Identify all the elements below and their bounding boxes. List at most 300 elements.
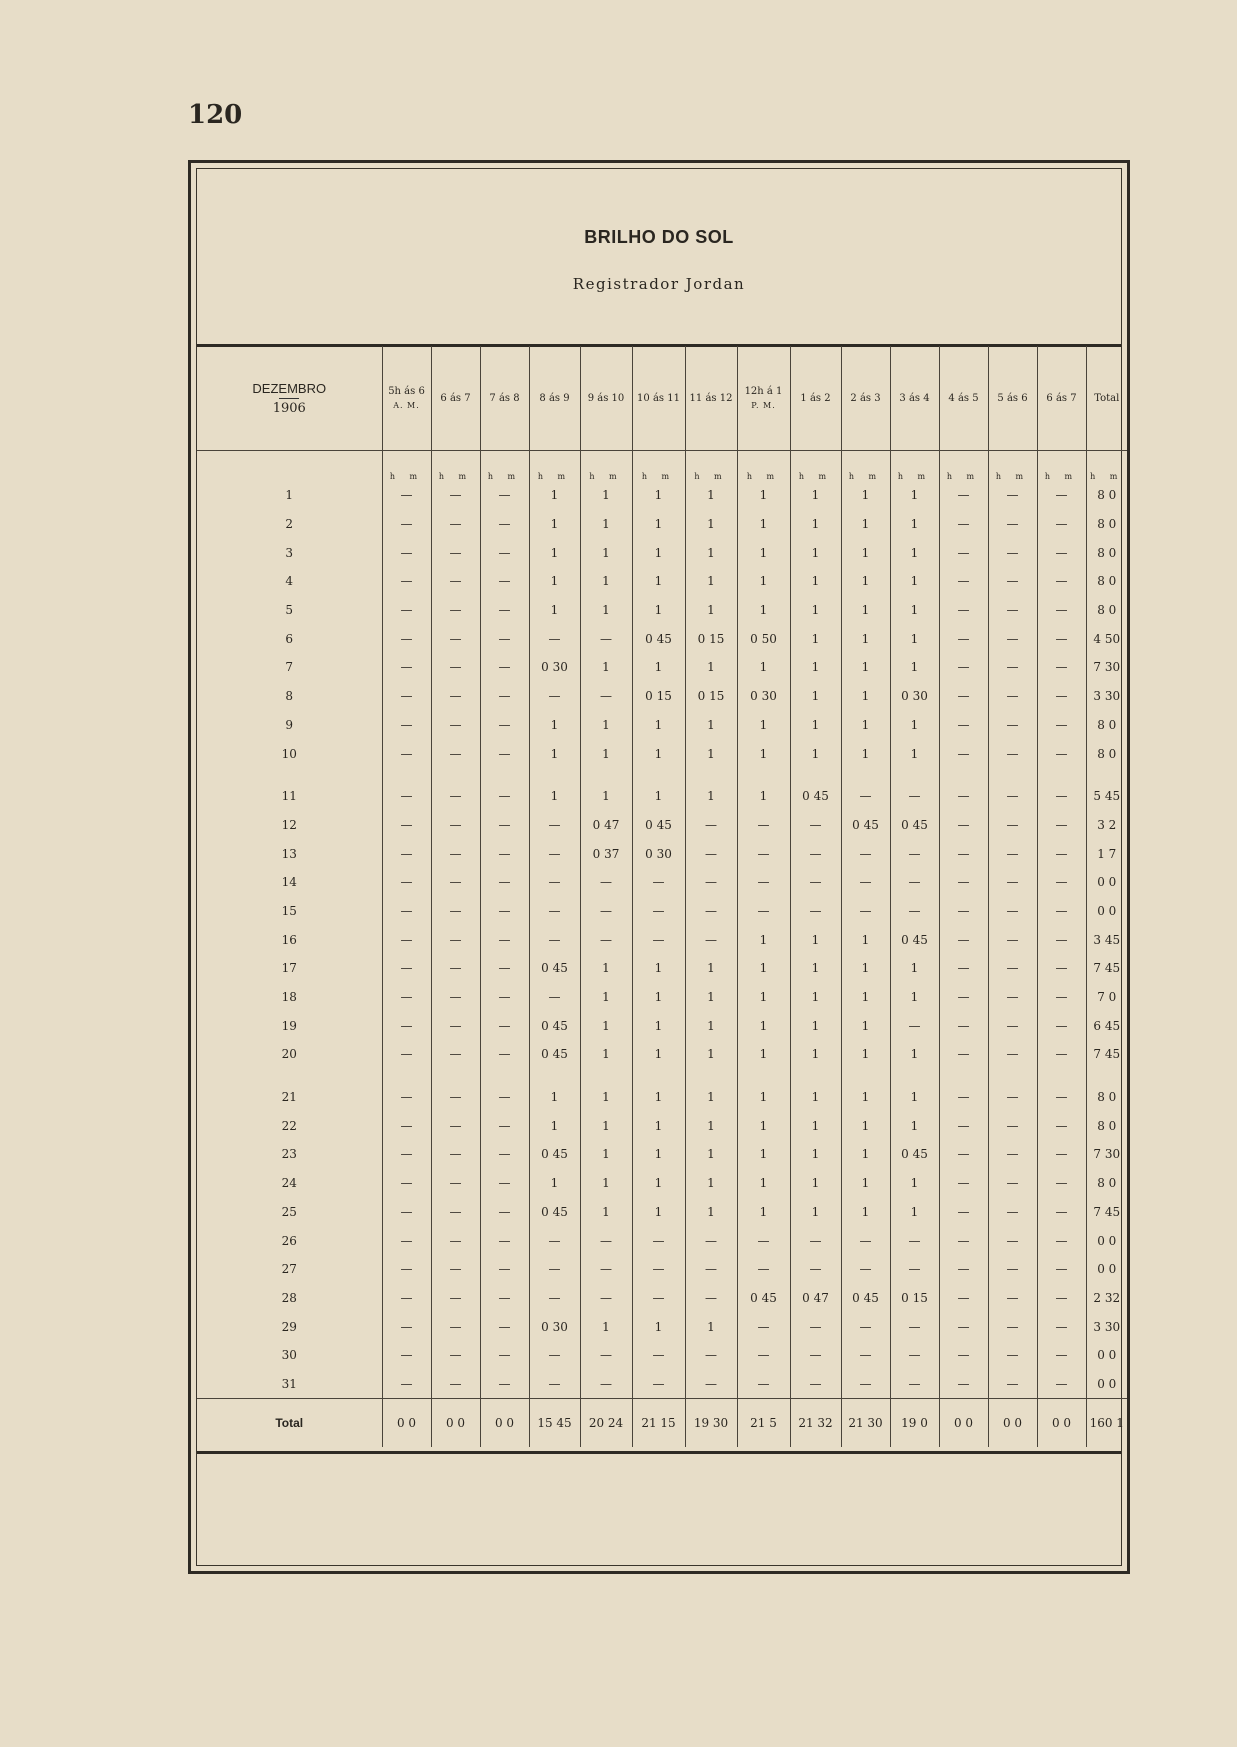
unit-cell: h m [580, 451, 632, 482]
column-header-label: 11 ás 12 [689, 392, 733, 404]
value-cell: — [1037, 653, 1086, 682]
value-cell: — [685, 1341, 737, 1370]
table-row [197, 711, 1127, 740]
value-cell: 1 [737, 1140, 790, 1169]
value-cell: 0 15 [632, 682, 685, 711]
value-cell: 1 [841, 1069, 890, 1112]
column-header-label: 5 ás 6 [997, 392, 1028, 404]
value-cell: — [431, 739, 480, 768]
value-cell: — [431, 1198, 480, 1227]
day-cell: 15 [197, 897, 382, 926]
value-cell: — [841, 1341, 890, 1370]
unit-cell: h m [480, 451, 529, 482]
value-cell: 1 [632, 1069, 685, 1112]
value-cell: — [382, 1370, 431, 1399]
value-cell: — [382, 567, 431, 596]
value-cell: 0 0 [1097, 1348, 1117, 1363]
value-cell: — [988, 1040, 1037, 1069]
value-cell: 1 [841, 481, 890, 510]
value-cell: — [382, 839, 431, 868]
value-cell: 1 [737, 653, 790, 682]
value-cell: 1 [790, 1011, 841, 1040]
value-cell: — [988, 954, 1037, 983]
value-cell: — [480, 1011, 529, 1040]
value-cell: — [480, 567, 529, 596]
value-cell: 0 45 [632, 624, 685, 653]
value-cell: 1 [790, 682, 841, 711]
day-cell: 29 [197, 1312, 382, 1341]
value-cell: — [939, 925, 988, 954]
value-cell: 0 45 [632, 811, 685, 840]
value-cell: — [939, 897, 988, 926]
value-cell: 0 45 [529, 954, 580, 983]
value-cell: — [685, 839, 737, 868]
value-cell: 1 [685, 1140, 737, 1169]
value-cell: — [939, 653, 988, 682]
value-cell: — [988, 1069, 1037, 1112]
value-cell: 1 [790, 983, 841, 1012]
value-cell: — [529, 868, 580, 897]
column-header-label: 7 ás 8 [489, 392, 520, 404]
value-cell: — [939, 538, 988, 567]
value-cell: — [939, 868, 988, 897]
value-cell: — [382, 868, 431, 897]
unit-cell: h m [1090, 472, 1124, 481]
year-label: 1906 [272, 400, 306, 416]
value-cell: — [737, 1312, 790, 1341]
day-cell: 2 [197, 510, 382, 539]
value-cell: — [382, 653, 431, 682]
day-cell: 14 [197, 868, 382, 897]
value-cell: — [431, 1069, 480, 1112]
value-cell: 1 [685, 954, 737, 983]
day-cell: 3 [197, 538, 382, 567]
value-cell: 5 45 [1093, 789, 1121, 804]
column-header [737, 346, 790, 451]
value-cell: — [1037, 1312, 1086, 1341]
value-cell: 1 [685, 1198, 737, 1227]
table-row [197, 739, 1127, 768]
value-cell: — [988, 1198, 1037, 1227]
day-cell: 24 [197, 1169, 382, 1198]
value-cell: — [1037, 682, 1086, 711]
value-cell: — [1037, 1370, 1086, 1399]
value-cell: 8 0 [1097, 717, 1117, 732]
value-cell: — [382, 897, 431, 926]
value-cell: — [1037, 739, 1086, 768]
column-header [1037, 346, 1086, 451]
value-cell: 1 [790, 567, 841, 596]
unit-cell: h m [737, 451, 790, 482]
value-cell: — [529, 1341, 580, 1370]
value-cell: 7 30 [1093, 1147, 1121, 1162]
table-body [197, 451, 1127, 1448]
value-cell: — [382, 538, 431, 567]
value-cell: — [988, 1169, 1037, 1198]
day-cell: 21 [197, 1069, 382, 1112]
value-cell: 1 [790, 1140, 841, 1169]
value-cell: 1 [790, 538, 841, 567]
value-cell: — [632, 868, 685, 897]
table-row [197, 1255, 1127, 1284]
value-cell: — [939, 682, 988, 711]
value-cell: 1 [632, 983, 685, 1012]
value-cell: 1 [841, 596, 890, 625]
value-cell: — [988, 768, 1037, 811]
value-cell: 1 [529, 1111, 580, 1140]
value-cell: — [382, 682, 431, 711]
column-header-label: 3 ás 4 [899, 392, 930, 404]
value-cell: — [480, 510, 529, 539]
value-cell: — [431, 1011, 480, 1040]
value-cell: — [580, 1341, 632, 1370]
page-number: 120 [188, 100, 243, 130]
value-cell: 0 0 [1097, 903, 1117, 918]
value-cell: — [382, 1169, 431, 1198]
value-cell: — [988, 1284, 1037, 1313]
value-cell: — [988, 1140, 1037, 1169]
value-cell: — [988, 811, 1037, 840]
value-cell: — [480, 897, 529, 926]
value-cell: — [580, 1284, 632, 1313]
day-cell: 30 [197, 1341, 382, 1370]
total-cell: 0 0 [431, 1399, 480, 1448]
value-cell: 0 45 [529, 1140, 580, 1169]
value-cell: — [988, 1011, 1037, 1040]
value-cell: — [529, 1226, 580, 1255]
value-cell: 0 37 [580, 839, 632, 868]
value-cell: 1 [737, 711, 790, 740]
value-cell: 7 45 [1093, 1047, 1121, 1062]
value-cell: — [988, 739, 1037, 768]
value-cell: — [988, 1341, 1037, 1370]
value-cell: — [480, 682, 529, 711]
value-cell: — [1037, 624, 1086, 653]
value-cell: 0 45 [529, 1198, 580, 1227]
value-cell: — [939, 768, 988, 811]
value-cell: — [890, 839, 939, 868]
value-cell: 1 [685, 768, 737, 811]
value-cell: — [382, 1069, 431, 1112]
value-cell: — [737, 897, 790, 926]
table-row [197, 1111, 1127, 1140]
value-cell: — [580, 925, 632, 954]
day-cell: 19 [197, 1011, 382, 1040]
value-cell: 1 [580, 711, 632, 740]
value-cell: — [580, 1255, 632, 1284]
value-cell: — [790, 1255, 841, 1284]
value-cell: — [988, 1111, 1037, 1140]
value-cell: — [382, 739, 431, 768]
day-cell: 13 [197, 839, 382, 868]
value-cell: 1 [632, 1140, 685, 1169]
value-cell: 1 [890, 1040, 939, 1069]
value-cell: 8 0 [1097, 1118, 1117, 1133]
value-cell: — [431, 811, 480, 840]
value-cell: — [939, 1284, 988, 1313]
table-row [197, 1370, 1127, 1399]
unit-cell: h m [1037, 451, 1086, 482]
value-cell: 1 [632, 596, 685, 625]
value-cell: 1 [890, 624, 939, 653]
value-cell: — [529, 1284, 580, 1313]
value-cell: 1 [890, 510, 939, 539]
column-header [529, 346, 580, 451]
value-cell: — [790, 839, 841, 868]
value-cell: — [685, 811, 737, 840]
value-cell: 1 [685, 653, 737, 682]
value-cell: — [939, 596, 988, 625]
value-cell: 8 0 [1097, 603, 1117, 618]
value-cell: — [841, 839, 890, 868]
value-cell: — [1037, 811, 1086, 840]
value-cell: 1 [580, 596, 632, 625]
value-cell: — [1037, 1255, 1086, 1284]
column-header-label: 5h ás 6 [388, 386, 425, 397]
value-cell: 1 [841, 1198, 890, 1227]
value-cell: — [480, 868, 529, 897]
value-cell: 2 32 [1093, 1290, 1121, 1305]
value-cell: — [480, 1140, 529, 1169]
day-cell: 4 [197, 567, 382, 596]
value-cell: — [1037, 954, 1086, 983]
value-cell: — [480, 954, 529, 983]
value-cell: — [890, 1370, 939, 1399]
value-cell: — [480, 1069, 529, 1112]
value-cell: — [580, 624, 632, 653]
value-cell: — [685, 868, 737, 897]
table-row [197, 596, 1127, 625]
value-cell: 1 [529, 510, 580, 539]
total-cell: 19 30 [685, 1399, 737, 1448]
column-header-label: 6 ás 7 [1046, 392, 1077, 404]
value-cell: 1 [737, 481, 790, 510]
value-cell: — [988, 682, 1037, 711]
value-cell: — [632, 897, 685, 926]
table-row [197, 1169, 1127, 1198]
value-cell: 1 [841, 954, 890, 983]
day-cell: 27 [197, 1255, 382, 1284]
unit-cell: h m [685, 451, 737, 482]
value-cell: 1 [685, 739, 737, 768]
value-cell: — [1037, 1169, 1086, 1198]
value-cell: — [841, 1370, 890, 1399]
value-cell: — [737, 811, 790, 840]
value-cell: 1 [790, 1111, 841, 1140]
value-cell: — [988, 925, 1037, 954]
value-cell: — [988, 868, 1037, 897]
column-header [685, 346, 737, 451]
value-cell: — [737, 839, 790, 868]
value-cell: 3 30 [1093, 1319, 1121, 1334]
value-cell: 1 [737, 538, 790, 567]
day-cell: 16 [197, 925, 382, 954]
column-header [431, 346, 480, 451]
value-cell: 1 [737, 1011, 790, 1040]
value-cell: — [382, 1140, 431, 1169]
value-cell: — [890, 1255, 939, 1284]
value-cell: — [939, 481, 988, 510]
value-cell: — [737, 1341, 790, 1370]
value-cell: 1 [737, 567, 790, 596]
value-cell: 1 [632, 1169, 685, 1198]
value-cell: 1 7 [1097, 846, 1117, 861]
value-cell: 1 [529, 711, 580, 740]
unit-cell: h m [529, 451, 580, 482]
day-cell: 17 [197, 954, 382, 983]
value-cell: 7 30 [1093, 660, 1121, 675]
value-cell: — [1037, 925, 1086, 954]
value-cell: — [685, 925, 737, 954]
value-cell: 1 [529, 538, 580, 567]
value-cell: 1 [890, 1111, 939, 1140]
value-cell: 8 0 [1097, 1176, 1117, 1191]
column-header-label: Total [1094, 392, 1120, 404]
day-cell: 8 [197, 682, 382, 711]
value-cell: — [939, 1226, 988, 1255]
value-cell: — [480, 1226, 529, 1255]
value-cell: 1 [685, 1169, 737, 1198]
day-cell: 31 [197, 1370, 382, 1399]
value-cell: — [988, 983, 1037, 1012]
unit-cell: h m [939, 451, 988, 482]
value-cell: — [939, 1140, 988, 1169]
value-cell: 0 0 [1097, 1233, 1117, 1248]
table-row [197, 983, 1127, 1012]
unit-cell: h m [790, 451, 841, 482]
value-cell: 1 [580, 567, 632, 596]
value-cell: — [939, 1040, 988, 1069]
value-cell: — [480, 768, 529, 811]
value-cell: — [382, 811, 431, 840]
page-title: BRILHO DO SOL [584, 227, 734, 247]
value-cell: — [939, 624, 988, 653]
total-cell: 20 24 [580, 1399, 632, 1448]
value-cell: 1 [632, 1040, 685, 1069]
value-cell: — [988, 1370, 1037, 1399]
value-cell: — [529, 897, 580, 926]
value-cell: 1 [841, 1169, 890, 1198]
value-cell: 8 0 [1097, 746, 1117, 761]
value-cell: — [1037, 897, 1086, 926]
value-cell: 1 [685, 1312, 737, 1341]
value-cell: 1 [841, 1011, 890, 1040]
value-cell: 0 45 [737, 1284, 790, 1313]
value-cell: 0 30 [890, 682, 939, 711]
column-header [939, 346, 988, 451]
value-cell: 3 30 [1093, 689, 1121, 704]
value-cell: — [431, 983, 480, 1012]
value-cell: 1 [632, 711, 685, 740]
value-cell: — [431, 1040, 480, 1069]
value-cell: — [431, 538, 480, 567]
table-row [197, 682, 1127, 711]
value-cell: — [382, 596, 431, 625]
value-cell: — [529, 839, 580, 868]
value-cell: — [988, 711, 1037, 740]
value-cell: 1 [841, 711, 890, 740]
value-cell: 1 [890, 711, 939, 740]
column-header-row [197, 346, 1127, 451]
value-cell: — [480, 596, 529, 625]
value-cell: 4 50 [1093, 631, 1121, 646]
value-cell: 0 15 [685, 624, 737, 653]
value-cell: — [480, 481, 529, 510]
value-cell: 1 [632, 538, 685, 567]
value-cell: — [431, 839, 480, 868]
value-cell: 1 [841, 538, 890, 567]
total-cell: 21 15 [632, 1399, 685, 1448]
value-cell: — [632, 925, 685, 954]
value-cell: — [685, 897, 737, 926]
value-cell: — [431, 868, 480, 897]
value-cell: 1 [529, 739, 580, 768]
value-cell: — [890, 1312, 939, 1341]
table-row [197, 1069, 1127, 1112]
value-cell: — [890, 897, 939, 926]
value-cell: 1 [737, 983, 790, 1012]
value-cell: — [431, 1111, 480, 1140]
unit-cell: h m [382, 451, 431, 482]
total-cell: 21 5 [737, 1399, 790, 1448]
value-cell: — [382, 954, 431, 983]
value-cell: 1 [790, 1069, 841, 1112]
table-frame [188, 160, 1130, 1574]
value-cell: — [431, 567, 480, 596]
value-cell: 1 [890, 538, 939, 567]
value-cell: — [529, 1255, 580, 1284]
value-cell: 1 [529, 1069, 580, 1112]
value-cell: — [580, 682, 632, 711]
value-cell: 1 [890, 739, 939, 768]
day-cell: 22 [197, 1111, 382, 1140]
column-header [988, 346, 1037, 451]
value-cell: 1 [685, 481, 737, 510]
value-cell: — [841, 768, 890, 811]
value-cell: — [1037, 1111, 1086, 1140]
day-cell: 20 [197, 1040, 382, 1069]
value-cell: 1 [632, 1111, 685, 1140]
value-cell: 1 [737, 954, 790, 983]
value-cell: — [431, 510, 480, 539]
value-cell: — [480, 983, 529, 1012]
value-cell: 1 [529, 768, 580, 811]
table-row [197, 1198, 1127, 1227]
value-cell: — [988, 1226, 1037, 1255]
value-cell: 1 [632, 954, 685, 983]
column-header-label: 12h á 1 [744, 386, 783, 397]
value-cell: — [841, 1312, 890, 1341]
value-cell: — [939, 1312, 988, 1341]
value-cell: 1 [580, 768, 632, 811]
value-cell: 1 [529, 567, 580, 596]
value-cell: 8 0 [1097, 545, 1117, 560]
value-cell: 1 [890, 954, 939, 983]
value-cell: — [1037, 1069, 1086, 1112]
value-cell: — [580, 897, 632, 926]
value-cell: 1 [841, 653, 890, 682]
column-header-label: 6 ás 7 [440, 392, 471, 404]
value-cell: 1 [685, 1011, 737, 1040]
value-cell: — [431, 1140, 480, 1169]
value-cell: — [480, 1284, 529, 1313]
value-cell: 0 47 [580, 811, 632, 840]
value-cell: — [480, 1198, 529, 1227]
value-cell: 1 [580, 1011, 632, 1040]
value-cell: — [431, 624, 480, 653]
value-cell: 0 47 [790, 1284, 841, 1313]
value-cell: 1 [841, 510, 890, 539]
